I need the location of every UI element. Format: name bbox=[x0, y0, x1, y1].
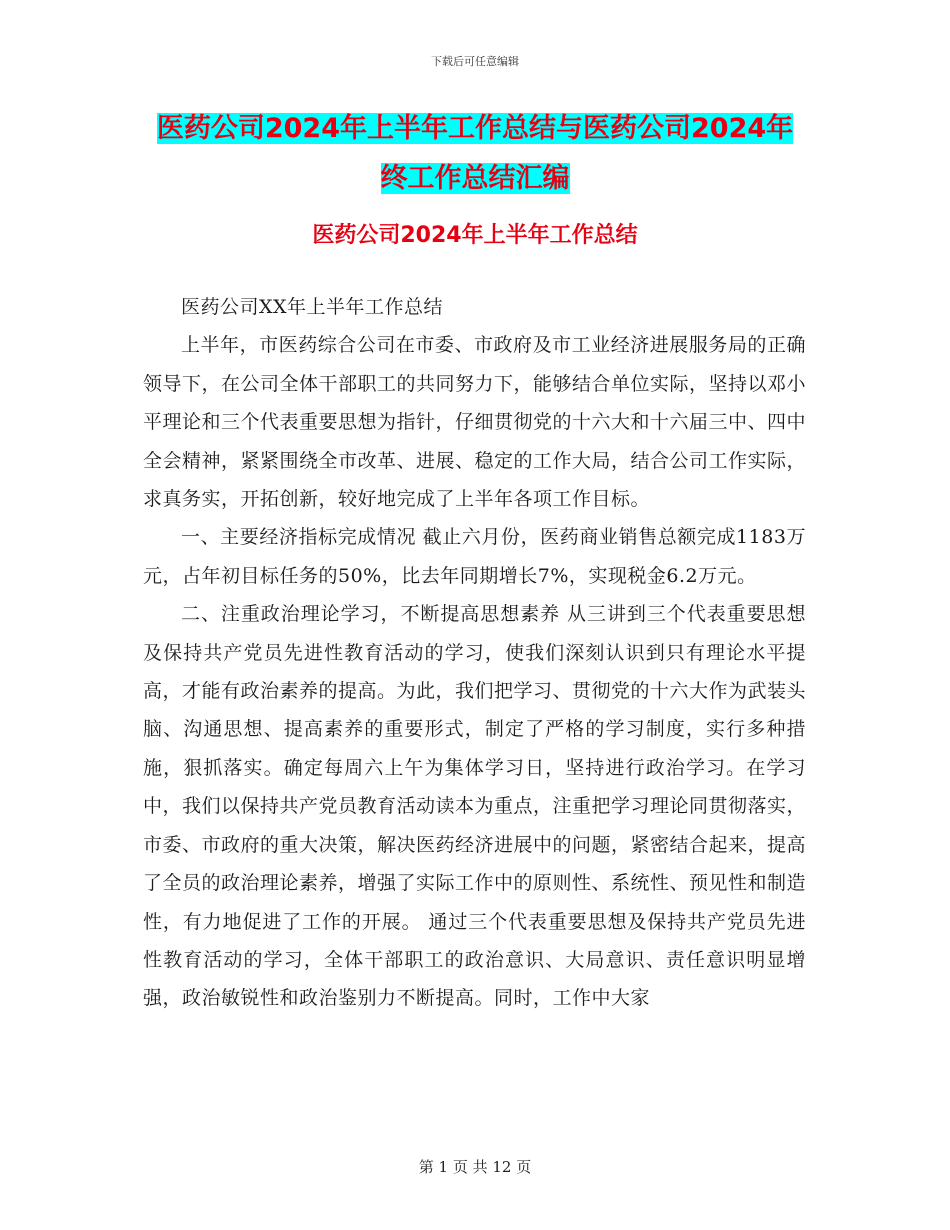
document-body bbox=[143, 288, 806, 1018]
section-title: 医药公司2024年上半年工作总结 bbox=[312, 223, 638, 248]
paragraph-intro: 上半年，市医药综合公司在市委、市政府及市工业经济进展服务局的正确领导下，在公司全体干部职工的共同努力下，能够结合单位实际，坚持以邓小平理论和三个代表重要思想为指针，仔细贯彻党的十六大和十六届三中、四中全会精神，紧紧围绕全市改革、进展、稳定的工作大局，结合公司工作实际，求真务实，开拓创新，较好地完成了上半年各项工作目标。 bbox=[143, 334, 807, 511]
document-title bbox=[150, 104, 800, 204]
paragraph-subtitle: 医药公司XX年上半年工作总结 bbox=[181, 296, 444, 318]
document-title-line1: 医药公司2024年上半年工作总结与医药公司2024年 bbox=[156, 113, 794, 144]
document-title-line2: 终工作总结汇编 bbox=[380, 163, 570, 194]
page-number-footer: 第 1 页 共 12 页 bbox=[418, 1158, 532, 1176]
header-note: 下载后可任意编辑 bbox=[431, 55, 519, 68]
paragraph-economic-indicators: 一、主要经济指标完成情况 截止六月份，医药商业销售总额完成1183万元，占年初目标任务的50%，比去年同期增长7%，实现税金6.2万元。 bbox=[143, 526, 806, 587]
paragraph-political-study: 二、注重政治理论学习，不断提高思想素养 从三讲到三个代表重要思想及保持共产党员先进性教育活动的学习，使我们深刻认识到只有理论水平提高，才能有政治素养的提高。为此，我们把学习、贯彻党的十六大作为武装头脑、沟通思想、提高素养的重要形式，制定了严格的学习制度，实行多种措施，狠抓落实。确定每周六上午为集体学习日，坚持进行政治学习。在学习中，我们以保持共产党员教育活动读本为重点，注重把学习理论同贯彻落实，市委、市政府的重大决策，解决医药经济进展中的问题，紧密结合起来，提高了全员的政治理论素养，增强了实际工作中的原则性、系统性、预见性和制造性，有力地促进了工作的开展。 通过三个代表重要思想及保持共产党员先进性教育活动的学习，全体干部职工的政治意识、大局意识、责任意识明显增强，政治敏锐性和政治鉴别力不断提高。同时，工作中大家 bbox=[143, 603, 807, 1010]
